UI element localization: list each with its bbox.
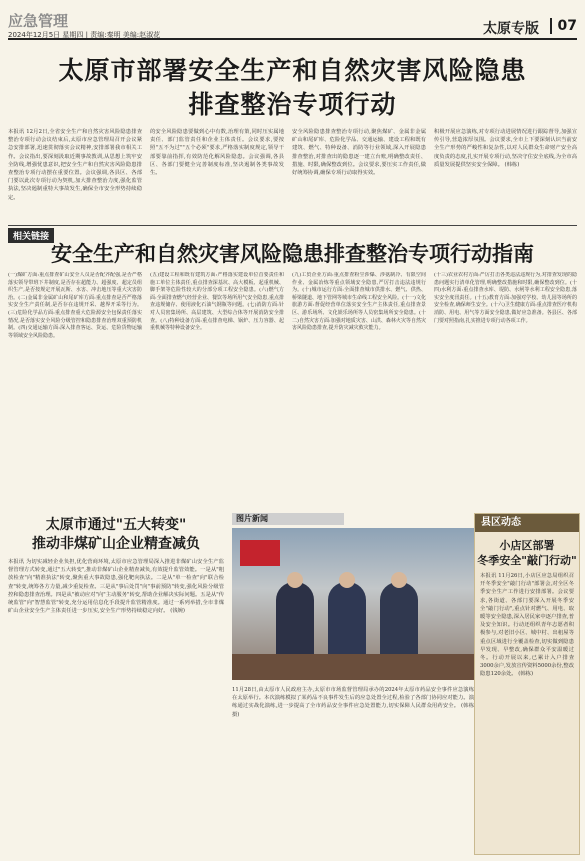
photo-figure-head — [391, 572, 407, 588]
lower-left-title-1: 太原市通过"五大转变" — [45, 517, 187, 533]
sidebar-county-news — [474, 513, 580, 855]
main-story-column-3: 安全风险隐患排查整治专项行动,聚焦煤矿、金属非金属矿山和尾矿库、危险化学品、交通运输、建设工程和既有建筑、燃气、特种设备、消防等行业领域,深入开展隐患排查整治,对排查出的隐患逐一建立台账,明确整改责任、措施、时限,确保整改到位。会议要求,要压实工作责任,做好统筹协调,确保专项行动取得实效。 — [292, 129, 426, 177]
sidebar-title-1: 小店区部署 — [499, 539, 555, 552]
page-number: 07 — [550, 18, 577, 34]
issue-line: 2024年12月5日 星期四 | 责编:秦明 美编:赵淑花 — [8, 31, 161, 39]
photo-figure-head — [339, 572, 355, 588]
photo-news-label: 图片新闻 — [232, 513, 344, 525]
headline-line-2: 排查整治专项行动 — [188, 90, 397, 119]
main-story-column-1: 本报讯 12月2日,全省安全生产和自然灾害风险隐患排查整治专项行动会议结束后,太原市应急管理局召开会议紧急安排部署,迅速贯彻落实会议精神,安排部署我市相关工作。会议指出,要深刻汲取近期事故教训,从思想上筑牢安全防线,增强忧患意识,把安全生产和自然灾害风险隐患排查整治专项行动摆在重要位置。会议强调,各县区、各部门要以此次专项行动为契机,加大排查整治力度,强化监管执法,坚决遏制重特大事故发生,确保全市安全形势持续稳定。 — [8, 129, 142, 201]
headline-line-1: 太原市部署安全生产和自然灾害风险隐患 — [58, 56, 527, 85]
guide-column-3: (九)工贸企业方面:重点排查粉尘涉爆、涉氨制冷、有限空间作业、金属冶炼等重点领域安全隐患,严厉打击违法违规行为。(十)城市运行方面:全面排查城市供排水、燃气、供热、桥梁隧道、地下管网等城市生命线工程安全风险。(十一)文化旅游方面:督促经营单位落实安全生产主体责任,重点排查景区、游乐场所、文化娱乐场所等人员密集场所安全隐患。(十二)自然灾害方面:加强对地质灾害、山洪、森林火灾等自然灾害风险隐患排查,提升防灾减灾救灾能力。 — [292, 272, 426, 332]
lower-left-story — [8, 516, 224, 854]
guide-column-1: (一)煤矿方面:重点排查矿山安全人员是否配齐配强,是否严格落实领导带班下井制度,是否存在超能力、超强度、超定员组织生产,是否按规定开展瓦斯、水害、冲击地压等重大灾害防治。(二)金属非金属矿山和尾矿库方面:重点排查是否严格落实安全生产责任制,是否存在违规开采、越界开采等行为。(三)危险化学品方面:重点排查重大危险源安全包保责任落实情况,是否落实安全风险分级管控和隐患排查治理双重预防机制。(四)交通运输方面:深入排查客运、货运、危险货物运输等领域安全风险隐患。 — [8, 272, 142, 339]
page-header — [8, 6, 577, 46]
photo-table — [232, 654, 474, 680]
sidebar-title-2: 冬季安全"敲门行动" — [477, 554, 577, 567]
related-link-tag: 相关链接 — [8, 228, 54, 243]
guide-column-2: (五)建设工程和既有建筑方面:严格落实建设单位首要责任和施工单位主体责任,重点排查深基坑、高大模板、起重机械、脚手架等危险性较大的分部分项工程安全隐患。(六)燃气方面:全面排查燃气经营企业、餐饮等场所用气安全隐患,重点排查违规储存、使用液化石油气钢瓶等问题。(七)消防方面:针对人员密集场所、高层建筑、大型综合体等开展消防安全排查。(八)特种设备方面:重点排查电梯、锅炉、压力容器、起重机械等特种设备安全。 — [150, 272, 284, 332]
header-rule — [8, 38, 577, 40]
sidebar-header: 县区动态 — [475, 514, 579, 532]
main-headline — [8, 54, 577, 122]
sidebar-body: 本报讯 11月26日,小店区应急局组织召开冬季安全"敲门行动"部署会,对全区冬季安全生产工作进行安排部署。会议要求,各街道、各部门要深入开展冬季安全"敲门行动",重点针对燃气、用电、取暖等安全隐患,深入居民家中逐户排查,普及安全知识。行动还组织青年志愿者积极参与,对老旧小区、城中村、出租屋等重点区域进行全覆盖检查,切实做到隐患早发现、早整改,确保群众平安温暖过冬。行动开展以来,已累计入户排查3000余户,发放宣传资料5000余份,整改隐患120余处。 (韩栋) — [480, 573, 574, 678]
flag-decor — [240, 540, 280, 566]
lower-left-body: 本报讯 为切实减轻企业负担,优化营商环境,太原市应急管理局深入推进非煤矿山安全生产监督管理方式转变,通过"五大转变",推动非煤矿山企业精查减负,有效提升监管效能。一是从"粗放检查"向"精准执法"转变,聚焦重大事故隐患,强化靶向执法。二是从"单一检查"向"联合检查"转变,统筹各方力量,减少重复检查。三是从"事后处罚"向"事前预防"转变,强化风险分级管控和隐患排查治理。四是从"被动应对"向"主动服务"转变,帮助企业解决实际问题。五是从"传统监管"向"智慧监管"转变,充分运用信息化手段提升监管精准度。通过一系列举措,全市非煤矿山企业安全生产主体责任进一步压实,安全生产形势持续稳定向好。 (钱婉) — [8, 559, 224, 615]
main-story-column-4: 积极开展应急演练,对专项行动进展情况进行跟踪督导,加强宣传引导,营造浓厚氛围。会议要求,全市上下要深刻认识当前安全生产形势的严峻性和复杂性,以对人民群众生命财产安全高度负责的态度,扎实开展专项行动,坚决守住安全底线,为全市高质量发展提供坚实安全保障。 (韩栋) — [434, 129, 577, 168]
lower-left-title-2: 推动非煤矿山企业精查减负 — [32, 536, 200, 552]
guide-title: 安全生产和自然灾害风险隐患排查整治专项行动指南 — [51, 241, 534, 266]
main-story-column-2: 的安全风险隐患要做到心中有数,治理有策,同时压实属地责任、部门监管责任和企业主体责任。会议要求,要按照"五不为过""五个必须"要求,严格落实制度规定,领导干部要靠前指挥,有效防范化解风险隐患。会议强调,各县区、各部门要健全完善制度标准,坚决遏制各类事故发生。 — [150, 129, 284, 177]
section-name: 应急管理 — [8, 12, 69, 30]
news-photo — [232, 528, 474, 680]
photo-caption: 11月28日,由太原市人民政府主办,太原市市场监督管理局承办的2024年太原市药品安全事件应急演练在太原举行。本次演练模拟了某药品不良事件发生后的应急处置全过程,检验了各部门协同应对能力。演练通过实战化演练,进一步提高了全市药品安全事件应急处置能力,切实保障人民群众用药安全。 (韩栋 摄) — [232, 687, 474, 718]
guide-column-4: (十三)农业农村方面:严厉打击各类违法违规行为,对排查发现的隐患问题实行清单化管理,明确整改措施和时限,确保整改到位。(十四)水利方面:重点排查水库、堤防、水闸等水利工程安全隐患,落实安全度汛责任。(十五)教育方面:加强对学校、幼儿园等场所的安全检查,确保师生安全。(十六)卫生健康方面:重点排查医疗机构消防、用电、用气等方面安全隐患,做好应急准备。各县区、各部门要对照指南,扎实推进专项行动各项工作。 — [434, 272, 577, 324]
edition-label: 太原专版 — [483, 21, 539, 37]
photo-figure-head — [287, 572, 303, 588]
